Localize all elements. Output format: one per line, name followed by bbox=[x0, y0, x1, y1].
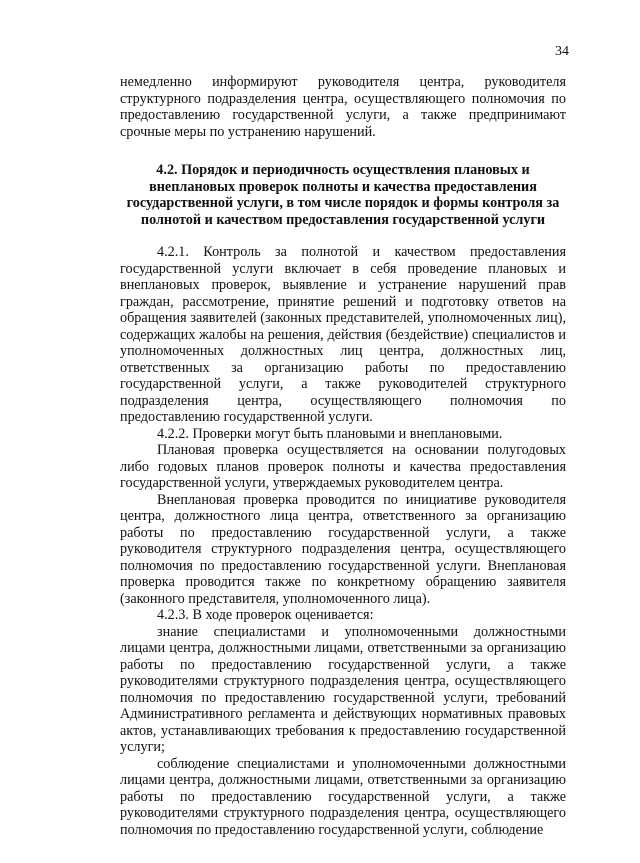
document-body bbox=[120, 74, 566, 838]
page-number: 34 bbox=[555, 44, 569, 59]
paragraph-4-2-1: 4.2.1. Контроль за полнотой и качеством предоставления государственной услуги включает в себя проведение плановых и внеплановых проверок, выявление и устранение нарушений прав граждан, рассмотрение, принятие решений и подготовку ответов на обращения заявителей (законных представителей, уполномоченных лиц), содержащих жалобы на решения, действия (бездействие) специалистов и уполномоченных должностных лиц центра, должностных лиц, ответственных за организацию работы по предоставлению государственной услуги, а также руководителей структурного подразделения центра, осуществляющего полномочия по предоставлению государственной услуги. bbox=[120, 244, 566, 425]
section-heading: 4.2. Порядок и периодичность осуществления плановых и внеплановых проверок полноты и качества предоставления государственной услуги, в том числе порядок и формы контроля за полнотой и качеством предоставления государственной услуги bbox=[126, 162, 560, 228]
paragraph-4-2-3: 4.2.3. В ходе проверок оценивается: bbox=[157, 607, 374, 623]
intro-paragraph: немедленно информируют руководителя центра, руководителя структурного подразделения центра, осуществляющего полномочия по предоставлению государственной услуги, а также предпринимают срочные меры по устранению нарушений. bbox=[120, 74, 566, 140]
paragraph-compliance: соблюдение специалистами и уполномоченными должностными лицами центра, должностными лицами, ответственными за организацию работы по предоставлению государственной услуги, а также руководителями структурного подразделения центра, осуществляющего полномочия по предоставлению государственной услуги, соблюдение bbox=[120, 755, 566, 838]
paragraph-planned-check: Плановая проверка осуществляется на основании полугодовых либо годовых планов проверок полноты и качества предоставления государственной услуги, утверждаемых руководителем центра. bbox=[120, 442, 566, 491]
paragraph-4-2-2: 4.2.2. Проверки могут быть плановыми и внеплановыми. bbox=[157, 425, 503, 442]
paragraph-unplanned-check: Внеплановая проверка проводится по инициативе руководителя центра, должностного лица центра, ответственного за организацию работы по предоставлению государственной услуги, а также руководителя структурного подразделения центра, осуществляющего полномочия по предоставлению государственной услуги. Внеплановая проверка проводится также по конкретному обращению заявителя (законного представителя, уполномоченного лица). bbox=[120, 491, 566, 607]
paragraph-knowledge: знание специалистами и уполномоченными должностными лицами центра, должностными лицами, ответственными за организацию работы по предоставлению государственной услуги, а также руководителями структурного подразделения центра, осуществляющего полномочия по предоставлению государственной услуги, требований Административного регламента и действующих нормативных правовых актов, устанавливающих требования к предоставлению государственной услуги; bbox=[120, 623, 566, 755]
